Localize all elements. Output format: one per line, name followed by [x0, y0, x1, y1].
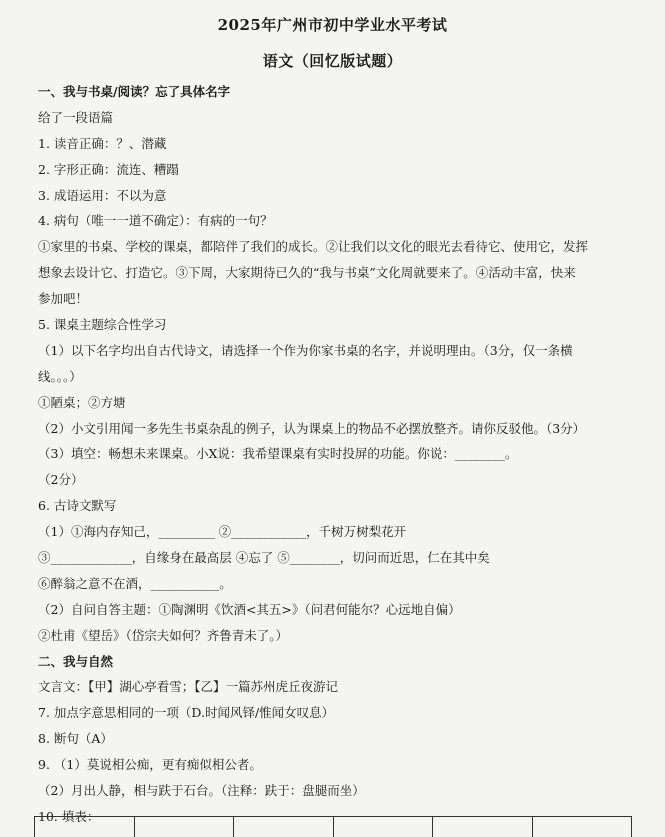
fill-in-table	[34, 816, 632, 837]
text-line: （2）月出人静，相与趺于石台。（注释：趺于：盘腿而坐）	[38, 783, 365, 799]
text-line: ⑥醉翁之意不在酒，___________。	[38, 575, 232, 591]
section-heading: 二、我与自然	[38, 653, 114, 669]
text-line: ②杜甫《望岳》（岱宗夫如何？齐鲁青未了。）	[38, 627, 289, 643]
section-heading: 一、我与书桌/阅读？忘了具体名字	[38, 84, 231, 99]
table-cell	[233, 817, 333, 837]
exam-body	[38, 79, 638, 830]
question-line: 1. 读音正确：？、潜藏	[38, 135, 167, 151]
table-cell	[532, 817, 633, 837]
question-line: （1）①海内存知己，_________ ②____________，千树万树梨花开	[38, 524, 407, 540]
question-line: （2）自问自答主题：①陶渊明《饮酒<其五>》（问君何能尔？心远地自偏）	[38, 601, 461, 617]
table-cell	[34, 817, 134, 837]
question-line: 5. 课桌主题综合性学习	[38, 317, 167, 333]
text-line: 想象去设计它、打造它。③下周，大家期待已久的“我与书桌”文化周就要来了。④活动丰富，快来	[38, 265, 576, 281]
question-line: （3）填空：畅想未来课桌。小X说：我希望课桌有实时投屏的功能。你说：________。	[38, 446, 518, 462]
question-line: （2）小文引用闻一多先生书桌杂乱的例子，认为课桌上的物品不必摆放整齐。请你反驳他。（3分）	[38, 420, 586, 436]
question-line: （1）以下名字均出自古代诗文，请选择一个作为你家书桌的名字，并说明理由。（3分，仅一条横	[38, 342, 573, 358]
question-line: 8. 断句（A）	[38, 731, 113, 747]
text-line: 文言文：【甲】湖心亭看雪；【乙】一篇苏州虎丘夜游记	[38, 679, 339, 695]
table-cell	[134, 817, 234, 837]
text-line: ①家里的书桌、学校的课桌，都陪伴了我们的成长。②让我们以文化的眼光去看待它、使用它，发挥	[38, 239, 589, 255]
question-line: 2. 字形正确：流连、糟蹋	[38, 161, 179, 177]
text-line: 给了一段语篇	[38, 109, 114, 125]
question-line: 3. 成语运用：不以为意	[38, 187, 167, 203]
text-line: ①陋桌；②方塘	[38, 394, 126, 410]
question-line: 4. 病句（唯一一道不确定）：有病的一句？	[38, 213, 273, 229]
table-cell	[432, 817, 532, 837]
exam-subtitle: 语文（回忆版试题）	[262, 52, 403, 70]
text-line: （2分）	[38, 472, 84, 488]
question-line: 9. （1）莫说相公痴，更有痴似相公者。	[38, 757, 262, 773]
exam-title: 2025年广州市初中学业水平考试	[217, 16, 448, 34]
question-line: 6. 古诗文默写	[38, 498, 117, 514]
question-line: 10. 填表：	[38, 808, 100, 824]
question-line: 7. 加点字意思相同的一项（D.时闻风铎/惟闻女叹息）	[38, 705, 335, 721]
text-line: 线。。。）	[38, 368, 82, 384]
text-line: 参加吧！	[38, 291, 89, 307]
table-cell	[333, 817, 433, 837]
text-line: ③_____________，自缘身在最高层 ④忘了 ⑤________，切问而近思，仁在其中矣	[38, 550, 490, 566]
